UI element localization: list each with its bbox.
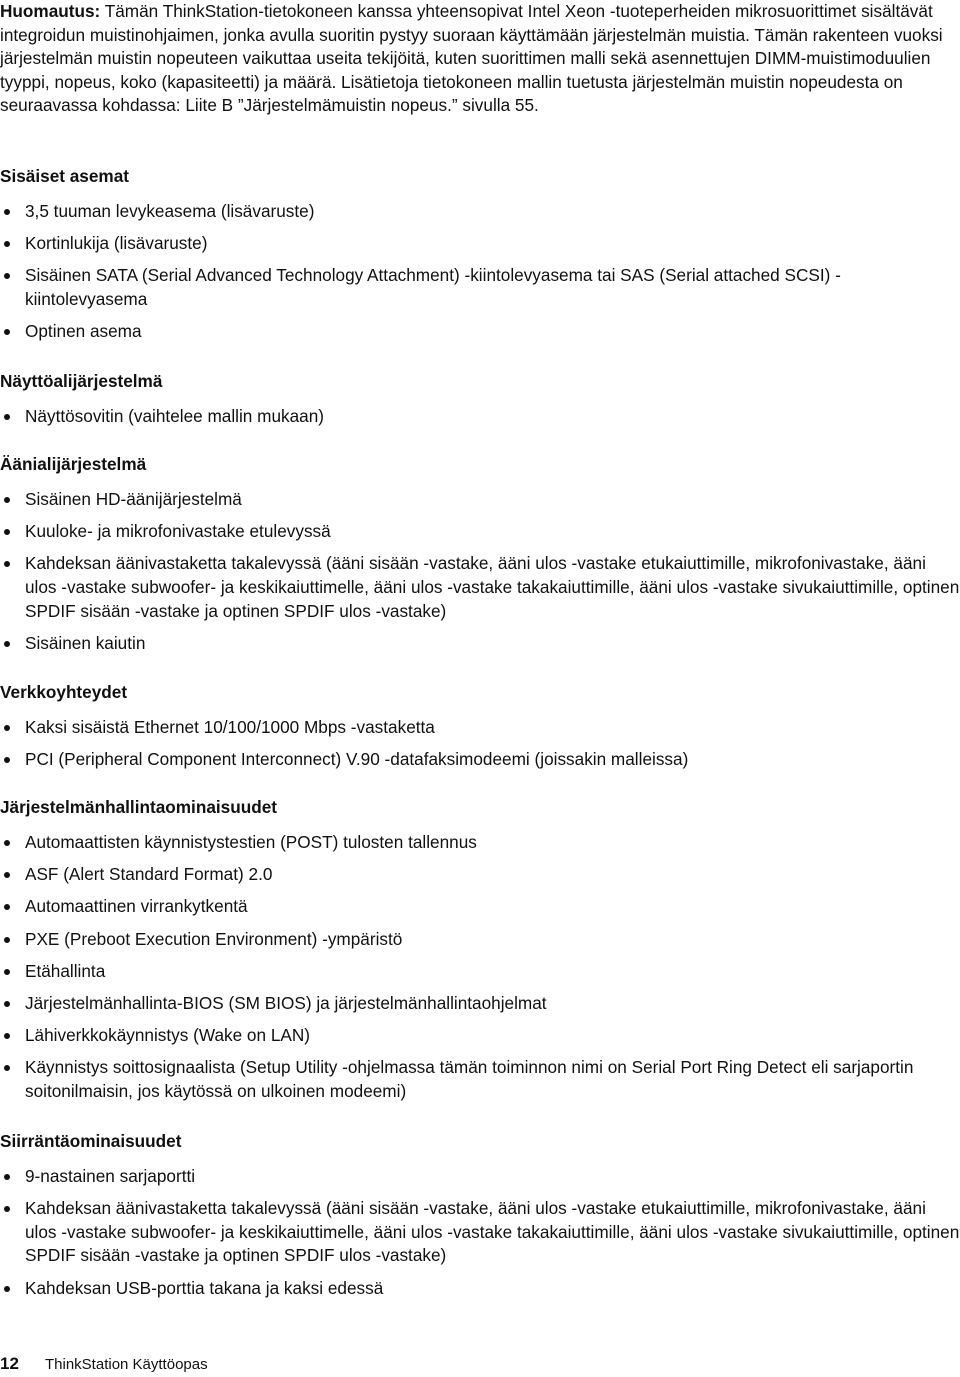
list-item: 9-nastainen sarjaportti (0, 1165, 960, 1189)
bullet-list (0, 488, 960, 655)
section-heading: Siirräntäominaisuudet (0, 1131, 182, 1151)
list-item: Kahdeksan äänivastaketta takalevyssä (ääni sisään -vastake, ääni ulos -vastake etukaiuttimille, mikrofonivastake, ääni ulos -vastake subwoofer- ja keskikaiuttimelle, ääni ulos -vastake takakaiuttimille, ääni ulos -vastake sivukaiuttimille, optinen SPDIF sisään -vastake ja optinen SPDIF ulos -vastake) (0, 1197, 960, 1268)
list-item: Kortinlukija (lisävaruste) (0, 232, 960, 256)
list-item: Käynnistys soittosignaalista (Setup Utility -ohjelmassa tämän toiminnon nimi on Serial Port Ring Detect eli sarjaportin soitonilmaisin, jos käytössä on ulkoinen modeemi) (0, 1056, 960, 1103)
list-item: Lähiverkkokäynnistys (Wake on LAN) (0, 1024, 960, 1048)
list-item: PXE (Preboot Execution Environment) -ympäristö (0, 928, 960, 952)
list-item: Kahdeksan USB-porttia takana ja kaksi edessä (0, 1277, 960, 1301)
list-item: Näyttösovitin (vaihtelee mallin mukaan) (0, 405, 960, 429)
list-item: Automaattinen virrankytkentä (0, 895, 960, 919)
section-audio (0, 453, 960, 664)
list-item: Kuuloke- ja mikrofonivastake etulevyssä (0, 520, 960, 544)
section-heading: Äänialijärjestelmä (0, 454, 147, 474)
section-internal-drives (0, 165, 960, 352)
section-system-management (0, 796, 960, 1112)
bullet-list (0, 405, 960, 429)
bullet-list (0, 716, 960, 772)
note-label: Huomautus: (0, 1, 101, 21)
document-title: ThinkStation Käyttöopas (45, 1356, 208, 1373)
list-item: ASF (Alert Standard Format) 2.0 (0, 863, 960, 887)
section-networking (0, 681, 960, 780)
section-display (0, 370, 960, 437)
section-io-features (0, 1130, 960, 1309)
list-item: Etähallinta (0, 960, 960, 984)
section-heading: Verkkoyhteydet (0, 682, 128, 702)
list-item: Kahdeksan äänivastaketta takalevyssä (ääni sisään -vastake, ääni ulos -vastake etukaiuttimille, mikrofonivastake, ääni ulos -vastake subwoofer- ja keskikaiuttimelle, ääni ulos -vastake takakaiuttimille, ääni ulos -vastake sivukaiuttimille, optinen SPDIF sisään -vastake ja optinen SPDIF ulos -vastake) (0, 552, 960, 623)
list-item: Sisäinen kaiutin (0, 632, 960, 656)
section-heading: Näyttöalijärjestelmä (0, 371, 163, 391)
list-item: Optinen asema (0, 320, 960, 344)
bullet-list (0, 200, 960, 344)
note-paragraph (0, 0, 960, 118)
page-number: 12 (0, 1354, 19, 1373)
list-item: PCI (Peripheral Component Interconnect) V.90 -datafaksimodeemi (joissakin malleissa) (0, 748, 960, 772)
list-item: Kaksi sisäistä Ethernet 10/100/1000 Mbps -vastaketta (0, 716, 960, 740)
page-footer (0, 1354, 208, 1375)
section-heading: Järjestelmänhallintaominaisuudet (0, 797, 277, 817)
list-item: Järjestelmänhallinta-BIOS (SM BIOS) ja järjestelmänhallintaohjelmat (0, 992, 960, 1016)
list-item: Automaattisten käynnistystestien (POST) tulosten tallennus (0, 831, 960, 855)
list-item: Sisäinen SATA (Serial Advanced Technology Attachment) -kiintolevyasema tai SAS (Serial attached SCSI) -kiintolevyasema (0, 264, 960, 311)
list-item: 3,5 tuuman levykeasema (lisävaruste) (0, 200, 960, 224)
section-heading: Sisäiset asemat (0, 166, 129, 186)
list-item: Sisäinen HD-äänijärjestelmä (0, 488, 960, 512)
bullet-list (0, 831, 960, 1104)
note-text: Tämän ThinkStation-tietokoneen kanssa yhteensopivat Intel Xeon -tuoteperheiden mikrosuorittimet sisältävät integroidun muistinohjaimen, jonka avulla suoritin pystyy suoraan käyttämään järjestelmän muistia. Tämän rakenteen vuoksi järjestelmän muistin nopeuteen vaikuttaa useita tekijöitä, kuten suorittimen malli sekä asennettujen DIMM-muistimoduulien tyyppi, nopeus, koko (kapasiteetti) ja määrä. Lisätietoja tietokoneen mallin tuetusta järjestelmän muistin nopeudesta on seuraavassa kohdassa: Liite B ”Järjestelmämuistin nopeus.” sivulla 55. (0, 1, 943, 116)
bullet-list (0, 1165, 960, 1300)
